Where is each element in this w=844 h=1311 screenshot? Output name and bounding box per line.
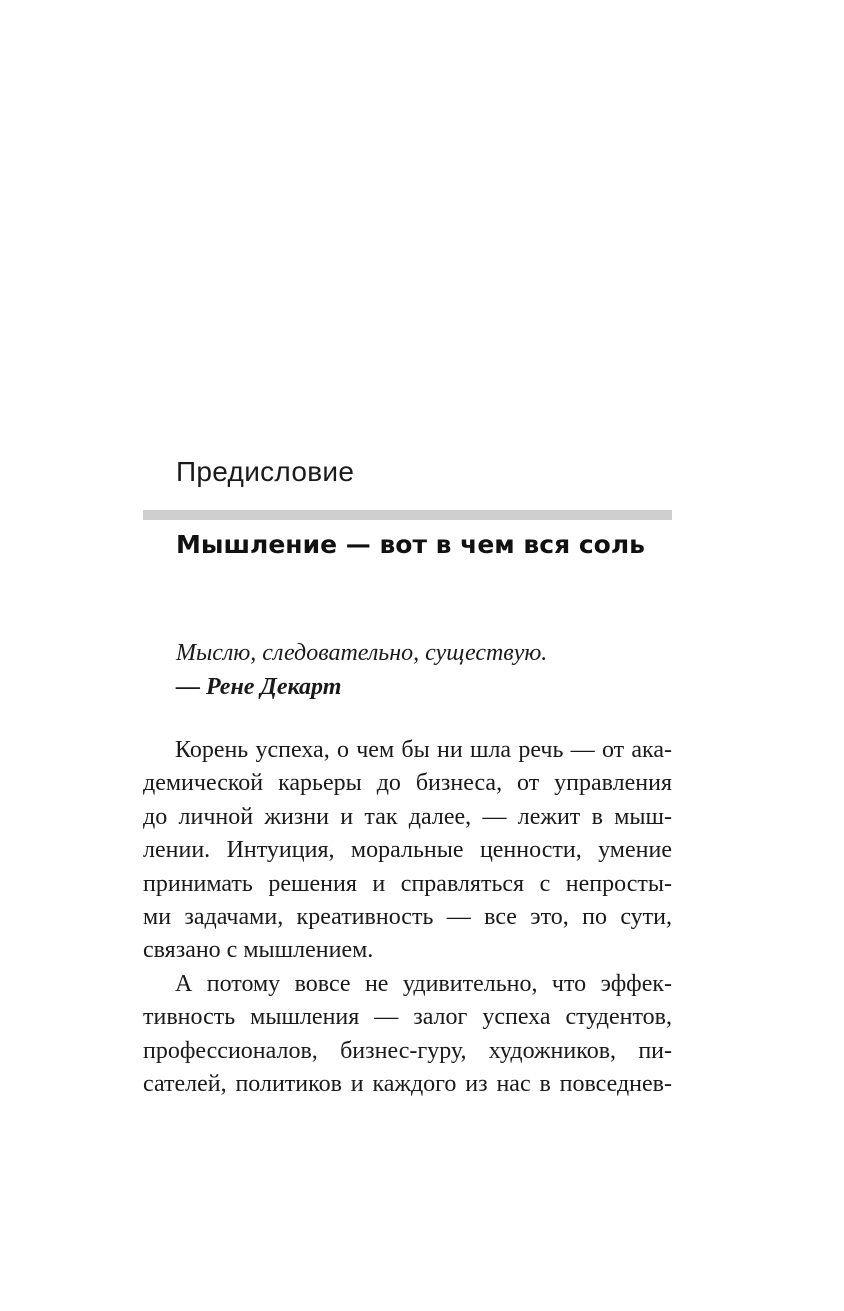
paragraph	[143, 734, 672, 968]
text-line: ми задачами, креативность — все это, по сути,	[143, 903, 672, 930]
section-label: Предисловие	[176, 456, 355, 487]
text-line: сателей, политиков и каждого из нас в повседнев-	[143, 1070, 672, 1097]
title-divider	[143, 510, 672, 520]
epigraph	[176, 636, 672, 704]
text-line: профессионалов, бизнес-гуру, художников, пи-	[143, 1037, 672, 1064]
text-line: демической карьеры до бизнеса, от управления	[143, 770, 672, 797]
text-line: до личной жизни и так далее, — лежит в мыш-	[143, 803, 672, 830]
chapter-title: Мышление — вот в чем вся соль	[176, 530, 645, 559]
text-line: тивность мышления — залог успеха студентов,	[143, 1004, 672, 1031]
epigraph-author: — Рене Декарт	[176, 674, 342, 700]
paragraph	[143, 968, 672, 1102]
text-line: связано с мышлением.	[143, 937, 374, 964]
text-line: А потому вовсе не удивительно, что эффек-	[175, 970, 672, 997]
text-line: Корень успеха, о чем бы ни шла речь — от ака-	[175, 737, 672, 763]
body-text	[143, 734, 672, 1101]
text-line: принимать решения и справляться с непросты-	[143, 870, 672, 897]
epigraph-quote: Мыслю, следовательно, существую.	[176, 640, 548, 666]
text-line: лении. Интуиция, моральные ценности, умение	[143, 837, 672, 864]
